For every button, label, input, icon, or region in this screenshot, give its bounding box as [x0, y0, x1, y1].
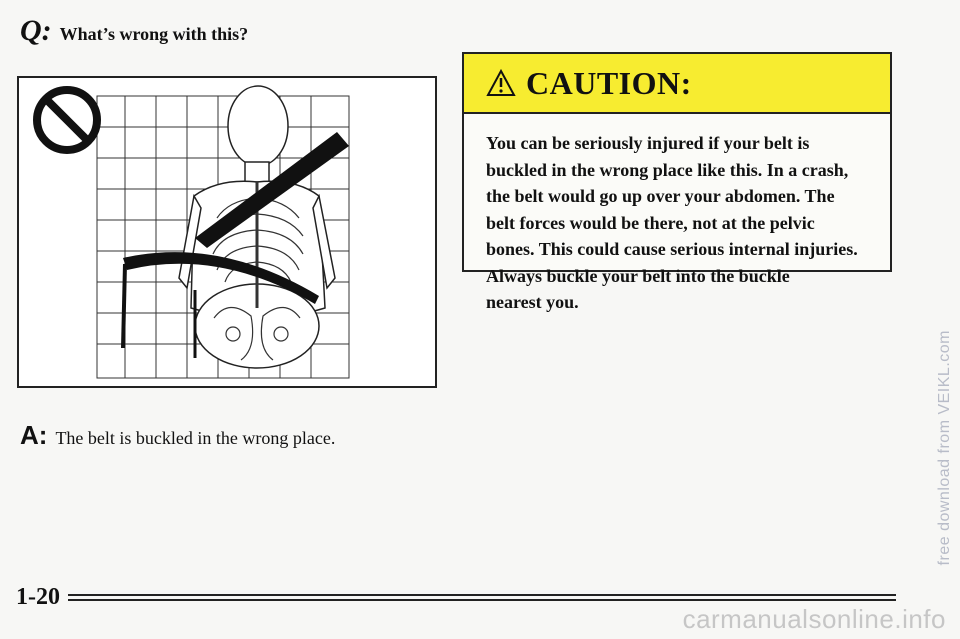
answer-text: The belt is buckled in the wrong place.: [55, 428, 336, 448]
warning-triangle-icon: [486, 69, 516, 97]
question-text: What’s wrong with this?: [59, 24, 249, 44]
prohibition-icon: [37, 90, 97, 150]
caution-header: [464, 54, 890, 114]
question-marker: Q:: [20, 14, 52, 47]
belt-buckle-left: [123, 264, 125, 348]
caution-line: Always buckle your belt into the buckle: [486, 265, 790, 286]
site-watermark: carmanualsonline.info: [682, 604, 946, 634]
caution-box: [462, 52, 892, 312]
caution-text: [464, 114, 890, 316]
caution-line: nearest you.: [486, 292, 579, 312]
page-number: 1-20: [16, 584, 60, 610]
caution-title: CAUTION:: [526, 64, 692, 101]
caution-line: belt forces would be there, not at the pelvic: [486, 212, 815, 233]
caution-line: You can be seriously injured if your belt is: [486, 133, 810, 153]
answer-marker: A:: [20, 420, 48, 450]
answer: [20, 420, 335, 451]
caution-line: the belt would go up over your abdomen. The: [486, 186, 835, 206]
skeleton-belt-diagram: [19, 78, 435, 386]
caution-line: bones. This could cause serious internal injuries.: [486, 239, 858, 259]
seatbelt-illustration: [17, 76, 437, 388]
footer-rules: [68, 591, 896, 604]
side-watermark: free download from VEIKL.com: [936, 330, 953, 566]
question: [20, 14, 248, 48]
caution-line: buckled in the wrong place like this. In a crash,: [486, 159, 849, 180]
